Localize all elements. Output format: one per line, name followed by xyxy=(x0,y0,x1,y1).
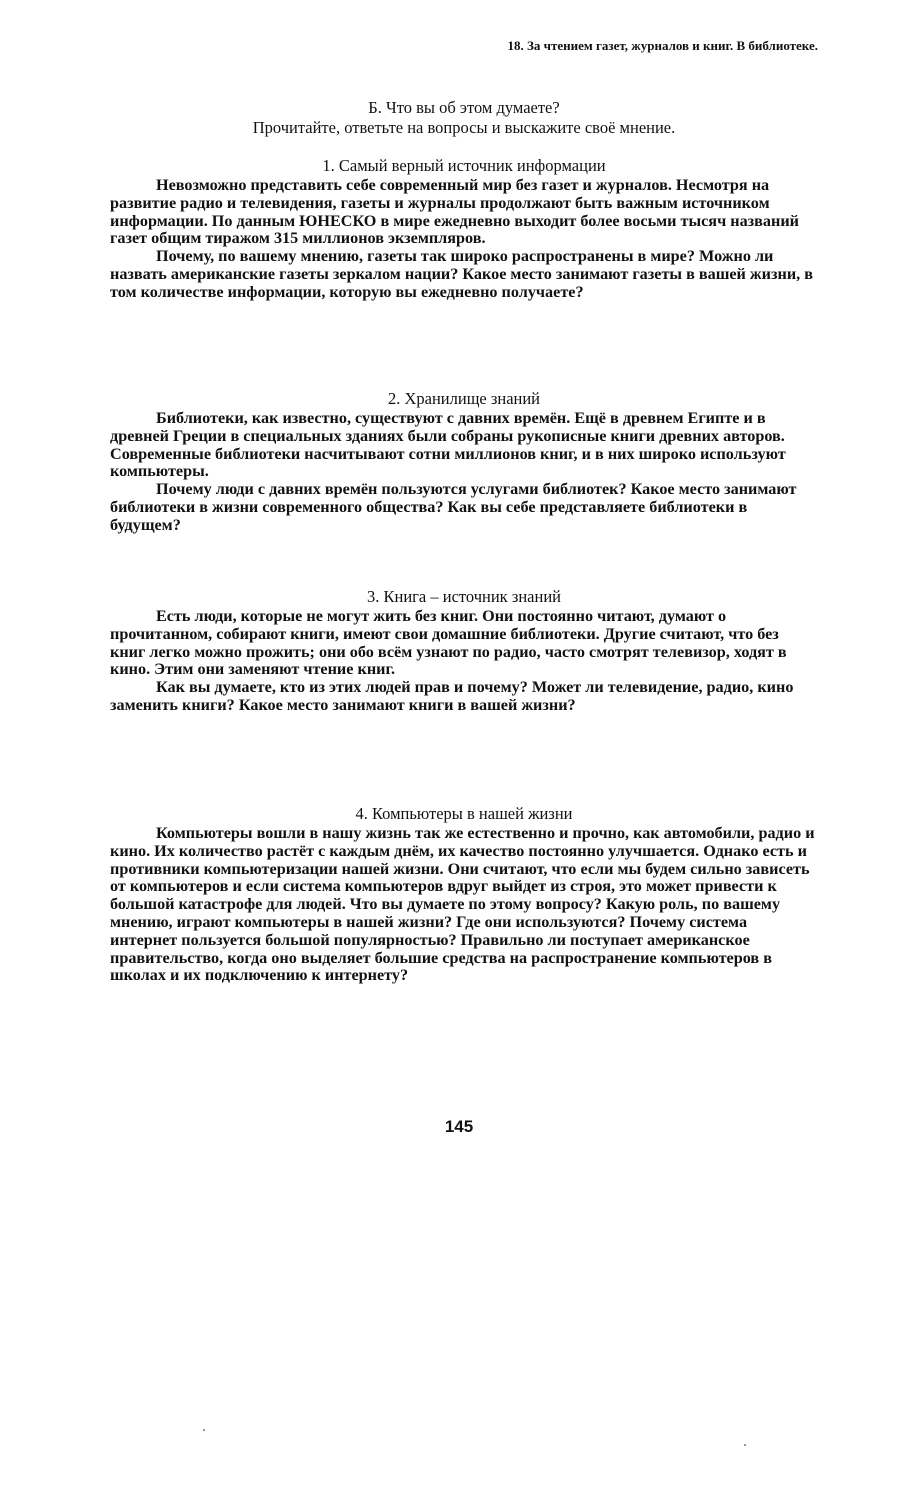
section-paragraph: Есть люди, которые не могут жить без книг. Они постоянно читают, думают о прочитанном, собирают книги, имеют свои домашние библиотеки. Другие считают, что без книг легко можно прожить; они обо всём узнают по радио, часто смотрят телевизор, ходят в кино. Этим они заменяют чтение книг. xyxy=(110,607,787,679)
section-paragraph: Компьютеры вошли в нашу жизнь так же естественно и прочно, как автомобили, радио и кино. Их количество растёт с каждым днём, их качество постоянно улучшается. Однако есть и противники компьютеризации нашей жизни. Они считают, что если мы будем сильно зависеть от компьютеров и если система компьютеров вдруг выйдет из строя, это может привести к большой катастрофе для людей. Что вы думаете по этому вопросу? Какую роль, по вашему мнению, играют компьютеры в нашей жизни? Где они используются? Почему система интернет пользуется большой популярностью? Правильно ли поступает американское правительство, когда оно выделяет большие средства на распространение компьютеров в школах и их подключению к интернету? xyxy=(110,824,815,985)
section-books xyxy=(110,587,818,715)
running-header: 18. За чтением газет, журналов и книг. В библиотеке. xyxy=(507,38,818,53)
scan-speck xyxy=(744,1444,746,1446)
section-paragraph: Почему, по вашему мнению, газеты так широко распространены в мире? Можно ли назвать американские газеты зеркалом нации? Какое место занимают газеты в вашей жизни, в том количестве информации, которую вы ежедневно получаете? xyxy=(110,247,813,301)
page-number: 145 xyxy=(444,1117,474,1136)
page-content xyxy=(110,98,818,985)
section-libraries xyxy=(110,389,818,535)
section-paragraph: Почему люди с давних времён пользуются услугами библиотек? Какое место занимают библиотеки в жизни современного общества? Как вы себе представляете библиотеки в будущем? xyxy=(110,480,797,534)
section-paragraph: Невозможно представить себе современный мир без газет и журналов. Несмотря на развитие радио и телевидения, газеты и журналы продолжают быть важным источником информации. По данным ЮНЕСКО в мире ежедневно выходит более восьми тысяч названий газет общим тиражом 315 миллионов экземпляров. xyxy=(110,176,799,248)
section-paragraph: Библиотеки, как известно, существуют с давних времён. Ещё в древнем Египте и в древней Греции в специальных зданиях были собраны рукописные книги древних авторов. Современные библиотеки насчитывают сотни миллионов книг, и в них широко используют компьютеры. xyxy=(110,409,786,481)
section-title: 1. Самый верный источник информации xyxy=(322,156,606,175)
section-title: 3. Книга – источник знаний xyxy=(367,587,561,606)
part-heading: Б. Что вы об этом думаете? xyxy=(368,98,560,117)
section-computers xyxy=(110,804,818,985)
scan-speck xyxy=(203,1429,205,1431)
section-title: 4. Компьютеры в нашей жизни xyxy=(355,804,573,823)
instruction-text: Прочитайте, ответьте на вопросы и выскажите своё мнение. xyxy=(252,118,676,137)
section-paragraph: Как вы думаете, кто из этих людей прав и почему? Может ли телевидение, радио, кино заменить книги? Какое место занимают книги в вашей жизни? xyxy=(110,678,794,714)
section-title: 2. Хранилище знаний xyxy=(387,389,541,408)
section-newspapers xyxy=(110,156,818,302)
